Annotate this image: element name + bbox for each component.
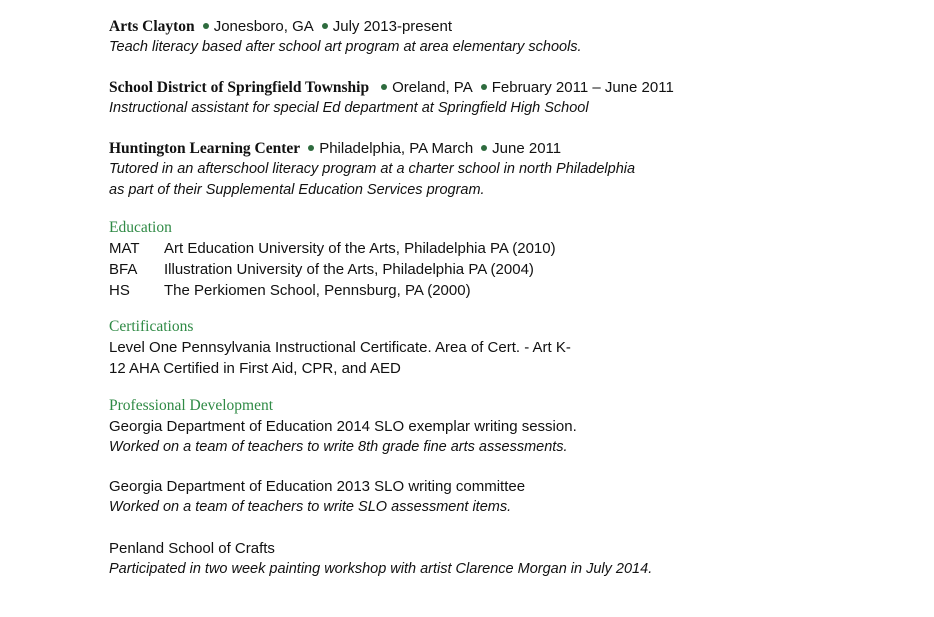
bullet-dot-icon: [381, 84, 387, 90]
pd-description: Worked on a team of teachers to write 8th grade fine arts assessments.: [109, 439, 568, 455]
employer-name: Arts Clayton: [109, 18, 195, 35]
pd-item: [109, 476, 889, 518]
employer-location: Philadelphia, PA March: [319, 140, 474, 157]
employer-name: Huntington Learning Center: [109, 140, 301, 157]
degree-abbrev: MAT: [109, 240, 140, 257]
professional-development-section: [109, 396, 889, 458]
job-description: Tutored in an afterschool literacy program at a charter school in north Philadelphia: [109, 161, 636, 177]
employment-dates: July 2013-present: [332, 18, 452, 35]
bullet-dot-icon: [481, 84, 487, 90]
pd-description: Participated in two week painting workshop with artist Clarence Morgan in July 2014.: [109, 561, 653, 577]
entry-header: [109, 77, 889, 98]
bullet-dot-icon: [322, 23, 328, 29]
bullet-dot-icon: [308, 145, 314, 151]
bullet-dot-icon: [203, 23, 209, 29]
employer-name: School District of Springfield Township: [109, 79, 370, 96]
pd-title: Penland School of Crafts: [109, 540, 275, 557]
experience-entry-springfield: [109, 77, 889, 119]
pd-description: Worked on a team of teachers to write SLO assessment items.: [109, 499, 512, 515]
entry-header: [109, 138, 889, 159]
education-item: [109, 259, 889, 280]
degree-detail: Illustration University of the Arts, Philadelphia PA (2004): [164, 261, 534, 278]
bullet-dot-icon: [481, 145, 487, 151]
degree-detail: The Perkiomen School, Pennsburg, PA (2000): [164, 282, 471, 299]
experience-entry-arts-clayton: [109, 16, 889, 58]
pd-title: Georgia Department of Education 2014 SLO exemplar writing session.: [109, 418, 577, 435]
degree-abbrev: HS: [109, 282, 130, 299]
employment-dates: June 2011: [492, 140, 562, 157]
employer-location: Jonesboro, GA: [213, 18, 314, 35]
entry-header: [109, 16, 889, 37]
job-description: Instructional assistant for special Ed department at Springfield High School: [109, 100, 589, 116]
job-description: as part of their Supplemental Education Services program.: [109, 182, 485, 198]
education-item: [109, 238, 889, 259]
section-heading: Certifications: [109, 318, 194, 335]
education-section: [109, 218, 889, 301]
certification-line: Level One Pennsylvania Instructional Certificate. Area of Cert. - Art K-: [109, 339, 571, 356]
experience-entry-huntington: [109, 138, 889, 201]
pd-item: [109, 538, 889, 580]
degree-detail: Art Education University of the Arts, Philadelphia PA (2010): [164, 240, 556, 257]
job-description: Teach literacy based after school art program at area elementary schools.: [109, 39, 582, 55]
employment-dates: February 2011 – June 2011: [491, 79, 674, 96]
certifications-section: [109, 317, 889, 379]
education-item: [109, 280, 889, 301]
section-heading: Education: [109, 219, 172, 236]
section-heading: Professional Development: [109, 397, 274, 414]
degree-abbrev: BFA: [109, 261, 138, 278]
employer-location: Oreland, PA: [392, 79, 473, 96]
certification-line: 12 AHA Certified in First Aid, CPR, and AED: [109, 360, 401, 377]
pd-title: Georgia Department of Education 2013 SLO writing committee: [109, 478, 526, 495]
